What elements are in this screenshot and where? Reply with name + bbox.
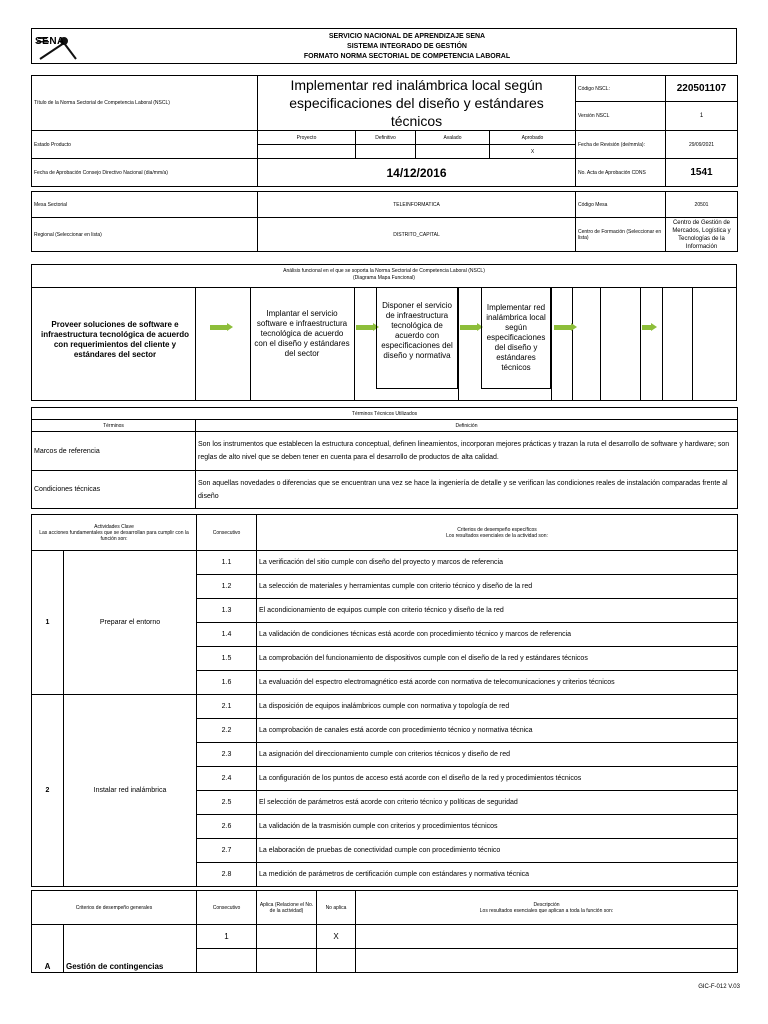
mapa-box-4: Implementar red inalámbrica local según especificaciones del diseño y estándares técnicos — [486, 303, 546, 372]
analisis-title-1: Análisis funcional en el que se soporta la Norma Sectorial de Competencia Laboral (NSCL) — [283, 268, 485, 274]
centro-value: Centro de Gestión de Mercados, Logística y Tecnologías de la Información — [666, 218, 738, 252]
termino-2: Condiciones técnicas — [32, 471, 196, 509]
generales-row-name: Gestión de contingencias — [64, 925, 197, 973]
consecutivo-1-5: 1.5 — [197, 647, 257, 671]
generales-head-3: Aplica (Relacione el No. de la actividad) — [257, 891, 317, 925]
actividades-head-3a: Criterios de desempeño específicos — [457, 526, 537, 533]
document-header — [31, 28, 737, 64]
actividades-head-2: Consecutivo — [197, 515, 257, 551]
generales-head-5b: Los resultados esenciales que aplican a toda la función son: — [479, 907, 614, 914]
table-row — [32, 551, 738, 575]
consecutivo-2-3: 2.3 — [197, 743, 257, 767]
consecutivo-2-2: 2.2 — [197, 719, 257, 743]
definicion-2: Son aquellas novedades o diferencias que se encuentran una vez se hace la ingeniería de detalle y se verifican las condiciones reales de instalación comparadas frente al diseño — [196, 471, 738, 509]
mesa-value: TELEINFORMATICA — [258, 192, 576, 218]
codigo-value: 220501107 — [666, 76, 738, 102]
terminos-col-termino: Términos — [32, 420, 196, 432]
estado-avalado-cell — [416, 145, 490, 159]
generales-row-consecutivo: 1 — [197, 925, 257, 949]
table-row — [32, 695, 738, 719]
actividades-head-3 — [257, 515, 738, 551]
centro-label: Centro de Formación (Seleccionar en lista) — [576, 218, 666, 252]
estado-label: Estado Producto — [32, 131, 258, 159]
mapa-box-1: Proveer soluciones de software e infraestructura tecnológica de acuerdo con requerimientos del cliente y estándares del sector — [40, 320, 190, 359]
consecutivo-2-1: 2.1 — [197, 695, 257, 719]
consecutivo-1-6: 1.6 — [197, 671, 257, 695]
header-line-2: SISTEMA INTEGRADO DE GESTIÓN — [347, 43, 467, 50]
criterio-1-5: La comprobación del funcionamiento de dispositivos cumple con el diseño de la red y estándares técnicos — [257, 647, 738, 671]
criterio-1-3: El acondicionamiento de equipos cumple con criterio técnico y diseño de la red — [257, 599, 738, 623]
generales-head-5 — [356, 891, 738, 925]
actividad-1-num: 1 — [32, 551, 64, 695]
criterio-1-4: La validación de condiciones técnicas está acorde con procedimiento técnico y marcos de referencia — [257, 623, 738, 647]
generales-clip — [31, 890, 738, 971]
criterio-1-6: La evaluación del espectro electromagnético está acorde con normativa de telecomunicaciones y criterios técnicos — [257, 671, 738, 695]
actividad-2-name: Instalar red inalámbrica — [64, 695, 197, 887]
generales-row-descripcion — [356, 925, 738, 949]
arrow-2-icon — [356, 325, 374, 330]
estado-aprobado: Aprobado — [490, 131, 576, 145]
codigo-label: Código NSCL: — [576, 76, 666, 102]
terminos-col-definicion: Definición — [196, 420, 738, 432]
estado-avalado: Avalado — [416, 131, 490, 145]
estado-proyecto: Proyecto — [258, 131, 356, 145]
mapa-box-2: Implantar el servicio software e infraestructura tecnológica de acuerdo con el diseño y estándares del sector — [254, 309, 350, 358]
norma-info-table — [31, 75, 738, 187]
criterio-2-8: La medición de parámetros de certificación cumple con estándares y normativa técnica — [257, 863, 738, 887]
generales-row-aplica — [257, 925, 317, 949]
codigo-mesa-label: Código Mesa — [576, 192, 666, 218]
fecha-revision-label: Fecha de Revisión (de/mm/a): — [576, 131, 666, 159]
criterio-2-6: La validación de la trasmisión cumple con criterios y procedimientos técnicos — [257, 815, 738, 839]
actividades-table — [31, 514, 738, 887]
table-row — [32, 925, 738, 949]
fecha-revision-value: 29/09/2021 — [666, 131, 738, 159]
criterio-1-2: La selección de materiales y herramientas cumple con criterio técnico y diseño de la red — [257, 575, 738, 599]
consecutivo-2-6: 2.6 — [197, 815, 257, 839]
sena-logo-text: SENA — [35, 36, 65, 47]
mapa-box-3: Disponer el servicio de infraestructura tecnológica de acuerdo con especificaciones del diseño y normativa — [381, 301, 453, 360]
terminos-table — [31, 407, 738, 509]
criterio-2-4: La configuración de los puntos de acceso está acorde con el diseño de la red y procedimientos técnicos — [257, 767, 738, 791]
estado-definitivo-cell — [356, 145, 416, 159]
regional-label: Regional (Seleccionar en lista) — [32, 218, 258, 252]
codigo-mesa-value: 20501 — [666, 192, 738, 218]
criterio-2-7: La elaboración de pruebas de conectividad cumple con procedimiento técnico — [257, 839, 738, 863]
definicion-1: Son los instrumentos que establecen la estructura conceptual, definen lineamientos, incorporan mejores prácticas y trazan la ruta el desarrollo de software y hardware; son reglas de alto nivel que se deben tener en cuenta para el desarrollo de productos de alta calidad. — [196, 432, 738, 471]
mesa-label: Mesa Sectorial — [32, 192, 258, 218]
arrow-5-icon — [642, 325, 652, 330]
consecutivo-2-7: 2.7 — [197, 839, 257, 863]
footer-code: GIC-F-012 V.03 — [698, 984, 740, 990]
criterio-2-5: El selección de parámetros está acorde con criterio técnico y políticas de seguridad — [257, 791, 738, 815]
acta-value: 1541 — [666, 159, 738, 187]
generales-head-2: Consecutivo — [197, 891, 257, 925]
consecutivo-1-2: 1.2 — [197, 575, 257, 599]
consecutivo-1-4: 1.4 — [197, 623, 257, 647]
arrow-1-icon — [210, 325, 228, 330]
consecutivo-2-5: 2.5 — [197, 791, 257, 815]
fecha-aprobacion-label: Fecha de Aprobación Consejo Directivo Nacional (dia/mm/a) — [32, 159, 258, 187]
header-line-1: SERVICIO NACIONAL DE APRENDIZAJE SENA — [328, 33, 486, 40]
sena-logo — [34, 31, 82, 61]
actividades-head-1a: Actividades Clave — [94, 523, 134, 530]
estado-proyecto-cell — [258, 145, 356, 159]
generales-row-noaplica: X — [317, 925, 356, 949]
criterio-2-3: La asignación del direccionamiento cumple con criterios técnicos y diseño de red — [257, 743, 738, 767]
analisis-funcional — [31, 264, 737, 401]
table-row — [32, 471, 738, 509]
arrow-4-icon — [554, 325, 572, 330]
consecutivo-2-8: 2.8 — [197, 863, 257, 887]
regional-value: DISTRITO_CAPITAL — [258, 218, 576, 252]
termino-1: Marcos de referencia — [32, 432, 196, 471]
arrow-3-icon — [460, 325, 478, 330]
titulo-value: Implementar red inalámbrica local según especificaciones del diseño y estándares técnicos — [258, 76, 576, 131]
consecutivo-1-1: 1.1 — [197, 551, 257, 575]
actividad-2-num: 2 — [32, 695, 64, 887]
criterio-1-1: La verificación del sitio cumple con diseño del proyecto y marcos de referencia — [257, 551, 738, 575]
generales-head-5a: Descripción — [533, 901, 560, 908]
estado-definitivo: Definitivo — [356, 131, 416, 145]
estado-aprobado-mark: X — [490, 145, 576, 159]
actividades-head-1 — [32, 515, 197, 551]
generales-head-1: Criterios de desempeño generales — [32, 891, 197, 925]
generales-head-4: No aplica — [317, 891, 356, 925]
generales-table — [31, 890, 738, 973]
terminos-title: Términos Técnicos Utilizados — [32, 408, 738, 420]
actividades-head-3b: Los resultados esenciales de la actividad son: — [446, 532, 548, 539]
acta-label: No. Acta de Aprobación CDNS — [576, 159, 666, 187]
actividades-head-1b: Las acciones fundamentales que se desarrollan para cumplir con la función son: — [39, 529, 189, 542]
consecutivo-1-3: 1.3 — [197, 599, 257, 623]
actividad-1-name: Preparar el entorno — [64, 551, 197, 695]
mesa-info-table — [31, 191, 738, 252]
version-label: Versión NSCL — [576, 102, 666, 131]
criterio-2-1: La disposición de equipos inalámbricos cumple con normativa y topología de red — [257, 695, 738, 719]
fecha-aprobacion-value: 14/12/2016 — [258, 159, 576, 187]
generales-row-letter: A — [32, 925, 64, 973]
table-row — [32, 432, 738, 471]
analisis-title-2: (Diagrama Mapa Funcional) — [353, 275, 415, 281]
header-line-3: FORMATO NORMA SECTORIAL DE COMPETENCIA LABORAL — [303, 53, 511, 60]
criterio-2-2: La comprobación de canales está acorde con procedimiento técnico y normativa técnica — [257, 719, 738, 743]
titulo-label: Título de la Norma Sectorial de Competencia Laboral (NSCL) — [32, 76, 258, 131]
consecutivo-2-4: 2.4 — [197, 767, 257, 791]
version-value: 1 — [666, 102, 738, 131]
